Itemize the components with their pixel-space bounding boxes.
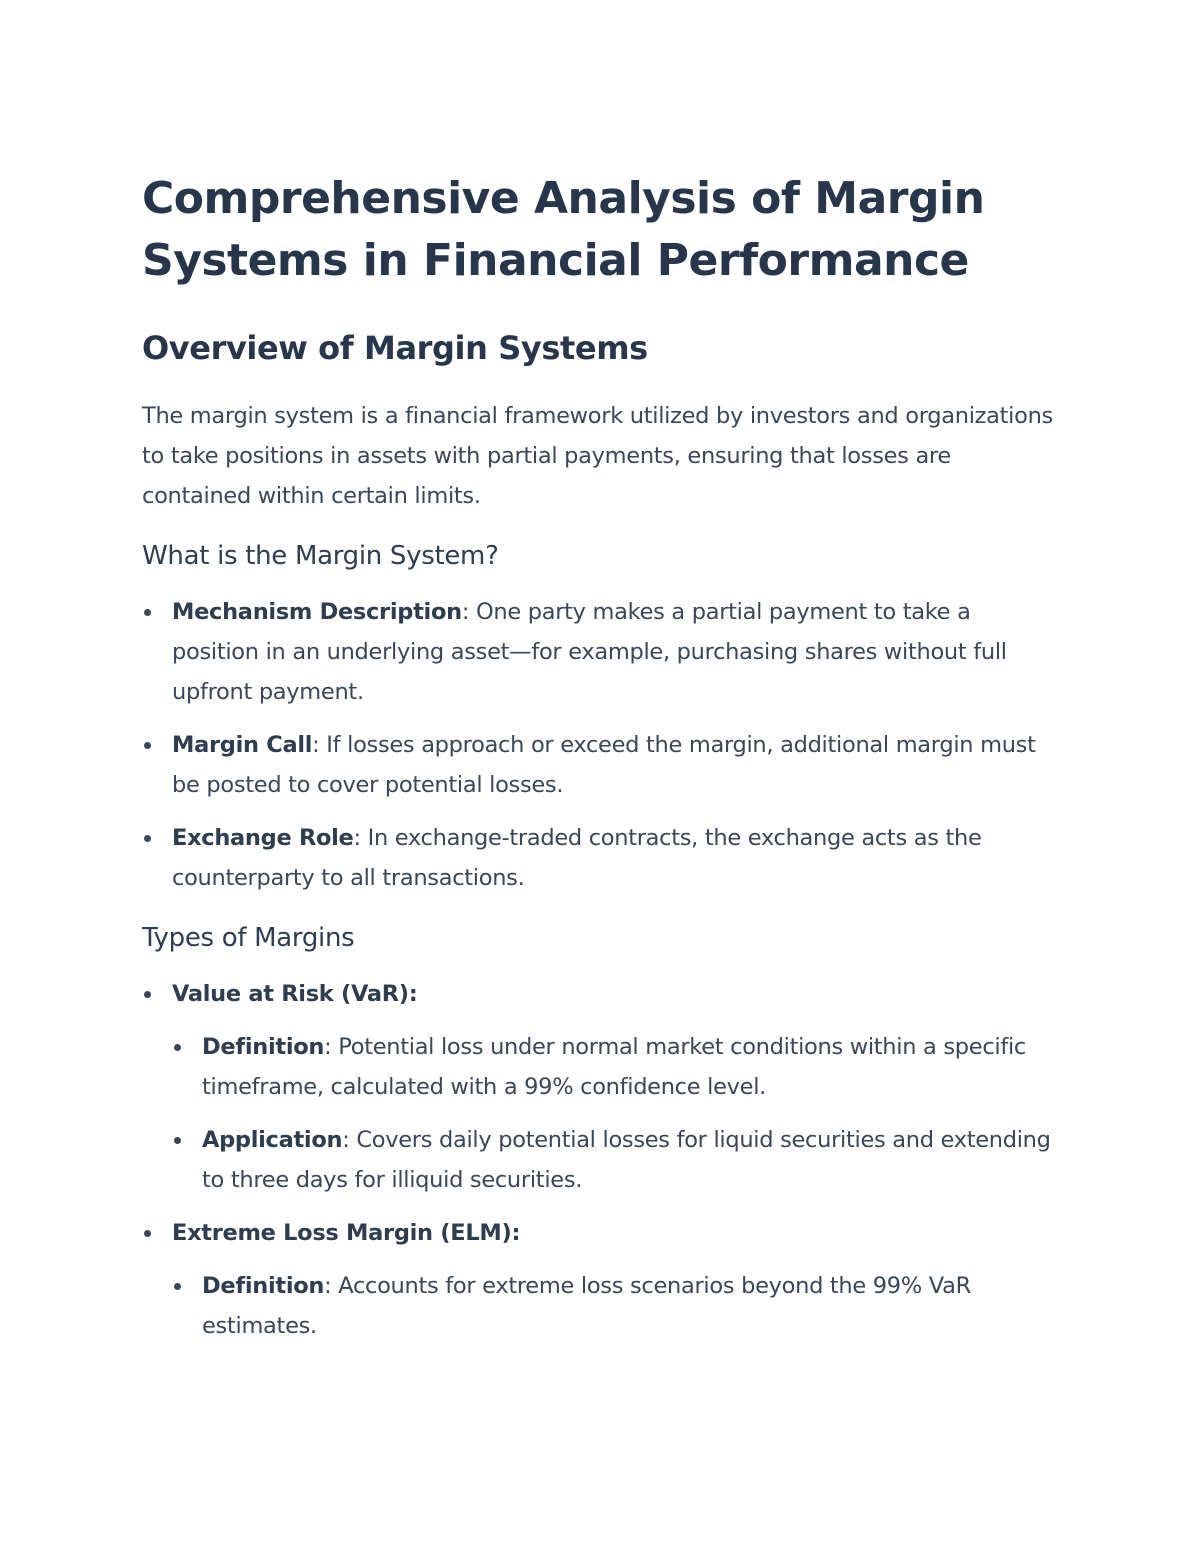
list-item-exchange-role: [142, 818, 1060, 898]
list-item-var: [142, 974, 1060, 1200]
list-item-mechanism: [142, 592, 1060, 712]
bullet-icon: [144, 991, 151, 998]
list-item-elm: [142, 1213, 1060, 1346]
term-elm-definition: Definition: [202, 1273, 325, 1299]
text-var-application: : Covers daily potential losses for liquid securities and extending to three days for illiquid securities.: [202, 1127, 1051, 1193]
document-title: Comprehensive Analysis of Margin Systems in Financial Performance: [142, 173, 985, 286]
var-sublist: [172, 1027, 1060, 1200]
types-list: [142, 974, 1060, 1346]
subheading-types: Types of Margins: [142, 923, 355, 953]
bullet-icon: [144, 835, 151, 842]
bullet-icon: [144, 1230, 151, 1237]
text-margin-call: : If losses approach or exceed the margin, additional margin must be posted to cover potential losses.: [172, 732, 1036, 798]
list-item-var-definition: [172, 1027, 1060, 1107]
term-mechanism: Mechanism Description: [172, 599, 462, 625]
bullet-icon: [174, 1044, 181, 1051]
term-var-definition: Definition: [202, 1034, 325, 1060]
what-is-list: [142, 592, 1060, 898]
term-margin-call: Margin Call: [172, 732, 313, 758]
list-item-margin-call: [142, 725, 1060, 805]
intro-paragraph: The margin system is a financial framework utilized by investors and organizations to take positions in assets with partial payments, ensuring that losses are contained within certain limits.: [142, 403, 1053, 509]
list-item-elm-definition: [172, 1266, 1060, 1346]
text-exchange-role: : In exchange-traded contracts, the exchange acts as the counterparty to all transactions.: [172, 825, 982, 891]
bullet-icon: [144, 742, 151, 749]
text-elm-definition: : Accounts for extreme loss scenarios beyond the 99% VaR estimates.: [202, 1273, 971, 1339]
subheading-what-is: What is the Margin System?: [142, 541, 499, 571]
elm-sublist: [172, 1266, 1060, 1346]
term-exchange-role: Exchange Role: [172, 825, 354, 851]
bullet-icon: [144, 609, 151, 616]
bullet-icon: [174, 1137, 181, 1144]
list-item-var-application: [172, 1120, 1060, 1200]
term-var: Value at Risk (VaR):: [172, 981, 418, 1007]
text-mechanism: : One party makes a partial payment to take a position in an underlying asset—for example, purchasing shares without full upfront payment.: [172, 599, 1007, 705]
section-heading-overview: Overview of Margin Systems: [142, 329, 648, 367]
text-var-definition: : Potential loss under normal market conditions within a specific timeframe, calculated with a 99% confidence level.: [202, 1034, 1026, 1100]
term-var-application: Application: [202, 1127, 343, 1153]
term-elm: Extreme Loss Margin (ELM):: [172, 1220, 521, 1246]
bullet-icon: [174, 1283, 181, 1290]
